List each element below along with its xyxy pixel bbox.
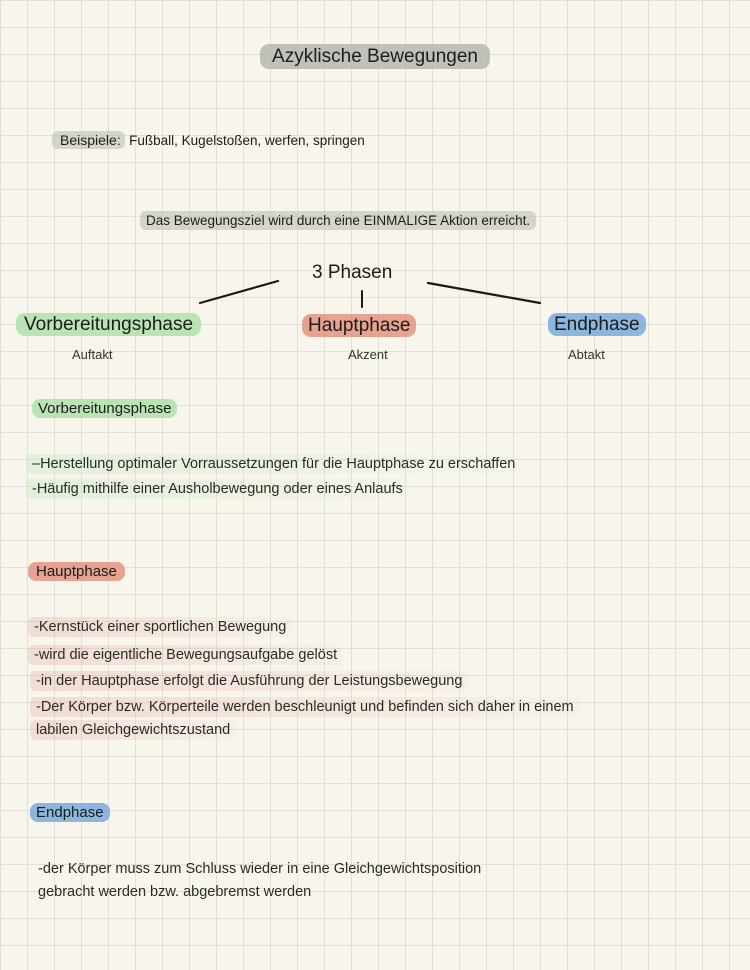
line-to-end (428, 283, 540, 303)
section-haupt-heading: Hauptphase (28, 562, 125, 581)
section-vorbereitung-line-2 (26, 481, 409, 497)
section-end-line-2-text: gebracht werden bzw. abgebremst werden (38, 884, 312, 900)
section-end-heading: Endphase (30, 803, 110, 822)
section-end-heading-row (30, 804, 110, 822)
phase-haupt-name: Hauptphase (302, 314, 416, 337)
section-vorbereitung-line-1-text: –Herstellung optimaler Vorraussetzungen für die Hauptphase zu erschaffen (26, 454, 521, 474)
section-haupt-line-1 (28, 619, 292, 635)
phase-end (548, 314, 646, 336)
section-haupt-line-4-text: -Der Körper bzw. Körperteile werden beschleunigt und befinden sich daher in einem (30, 697, 580, 717)
section-vorbereitung-heading: Vorbereitungsphase (32, 399, 177, 418)
phase-end-sub: Abtakt (568, 347, 605, 362)
phase-vorbereitung-name: Vorbereitungsphase (16, 313, 201, 336)
section-vorbereitung-line-2-text: -Häufig mithilfe einer Ausholbewegung oder eines Anlaufs (26, 479, 409, 499)
examples-label: Beispiele: (52, 131, 125, 149)
diagram-center-label: 3 Phasen (312, 262, 393, 283)
section-haupt-line-2 (28, 647, 343, 663)
section-haupt-line-5 (30, 722, 236, 738)
phase-vorbereitung-sub: Auftakt (72, 347, 113, 362)
section-vorbereitung-heading-row (32, 400, 177, 418)
phase-haupt (302, 315, 416, 337)
section-end-line-2 (32, 884, 317, 900)
section-haupt-line-4 (30, 699, 580, 715)
section-vorbereitung-line-1 (26, 456, 521, 472)
line-to-vorbereitung (200, 281, 278, 303)
section-haupt-line-5-text: labilen Gleichgewichtszustand (30, 720, 236, 740)
section-haupt-line-2-text: -wird die eigentliche Bewegungsaufgabe gelöst (28, 645, 343, 665)
section-haupt-line-3-text: -in der Hauptphase erfolgt die Ausführung der Leistungsbewegung (30, 671, 468, 691)
page-title: Azyklische Bewegungen (260, 44, 490, 69)
section-haupt-line-3 (30, 673, 468, 689)
section-end-line-1-text: -der Körper muss zum Schluss wieder in eine Gleichgewichtsposition (38, 861, 482, 877)
phase-vorbereitung (16, 314, 201, 336)
phase-end-name: Endphase (548, 313, 646, 336)
section-haupt-heading-row (28, 563, 125, 581)
examples-text: Fußball, Kugelstoßen, werfen, springen (129, 133, 365, 148)
goal-statement: Das Bewegungsziel wird durch eine EINMALIGE Aktion erreicht. (140, 211, 536, 230)
section-end-line-1 (32, 861, 487, 877)
phase-haupt-sub: Akzent (348, 347, 388, 362)
section-haupt-line-1-text: -Kernstück einer sportlichen Bewegung (28, 617, 292, 637)
